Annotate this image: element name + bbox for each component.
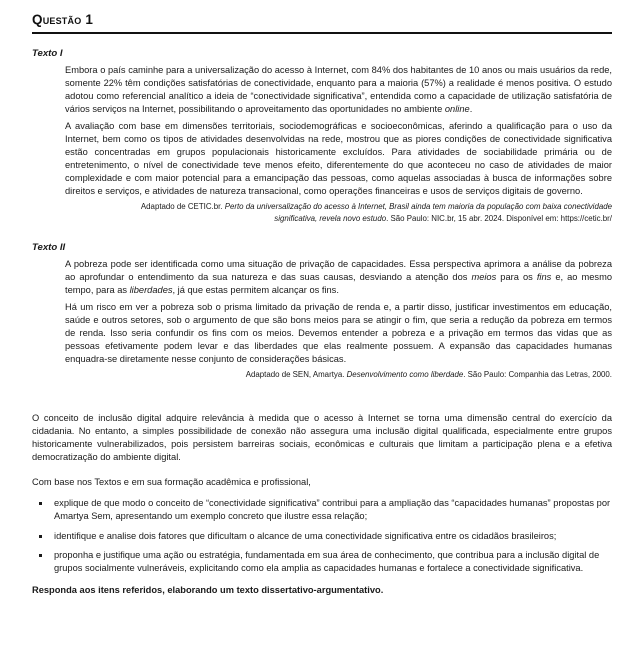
text-run: , já que estas permitem alcançar os fins. bbox=[172, 284, 339, 295]
citation-details: . São Paulo: NIC.br, 15 abr. 2024. Disponível em: https://cetic.br/ bbox=[386, 214, 612, 223]
task-item bbox=[32, 497, 612, 523]
task-item bbox=[32, 549, 612, 575]
text-run: e, ao mesmo tempo, para as bbox=[65, 271, 612, 295]
italic-text-run: fins bbox=[536, 271, 552, 282]
texto2-paragraph-1 bbox=[65, 258, 612, 297]
texto2-section bbox=[32, 242, 612, 381]
text-run: A pobreza pode ser identificada como uma situação de privação de capacidades. Essa perspectiva aprimora a análise da pobreza ao aprofundar o entendimento da sua natureza e das suas causas, desviando a atenção dos bbox=[65, 258, 612, 282]
text-run: Embora o país caminhe para a universalização do acesso à Internet, com 84% dos habitantes de 10 anos ou mais usuários da rede, somente 22% têm condições satisfatórias de conectividade, enquanto para a maioria (57%) a realidade é menos positiva. O estudo adotou como referencial analítico a ideia de “conectividade significativa”, entendida como a capacidade de utilização satisfatória de vários serviços na Internet, possibilitando o aproveitamento das oportunidades no ambiente bbox=[65, 64, 612, 114]
italic-text-run: online bbox=[444, 103, 470, 114]
intro-paragraph: O conceito de inclusão digital adquire relevância à medida que o acesso à Internet se torna uma dimensão central do exercício da cidadania. No entanto, a simples possibilidade de conexão não assegura uma inclusão digital qualificada, especialmente entre grupos historicamente vulnerabilizados, pois persistem barreiras sociais, econômicas e culturais que limitam a participação plena e a efetiva democratização do ambiente digital. bbox=[32, 413, 612, 462]
texto2-paragraph-2: Há um risco em ver a pobreza sob o prisma limitado da privação de renda e, a partir disso, justificar investimentos em educação, saúde e outros setores, sob o argumento de que são bons meios para se atingir o fim, que seria a redução da pobreza em termos de renda. Isso seria confundir os fins com os meios. Devemos entender a pobreza e a privação em termos das vidas que as pessoas efetivamente podem levar e das liberdades que elas realmente possuem. A expansão das capacidades humanas enquadra-se diretamente nesse conjunto de considerações básicas. bbox=[65, 302, 612, 364]
task-item-text: explique de que modo o conceito de “conectividade significativa” contribui para a ampliação das “capacidades humanas” propostas por Amartya Sem, apresentando um exemplo concreto que ilustre essa relação; bbox=[54, 498, 611, 521]
texto2-citation bbox=[105, 369, 612, 381]
text-run: para os bbox=[496, 271, 537, 282]
citation-source: Adaptado de CETIC.br. bbox=[140, 202, 225, 211]
text-run: . bbox=[469, 103, 473, 114]
texto1-paragraph-2: A avaliação com base em dimensões territoriais, sociodemográficas e socioeconômicas, aferindo a qualificação para o uso da Internet, bem como os tipos de atividades desenvolvidas na rede, mostrou que as piores condições de conectividade significativa estão concentradas em grupos populacionais historicamente excluídos. Para atividades de sociabilidade primária ou de entretenimento, o nível de conectividade teve menos efeito, diferentemente do que aconteceu no caso de atividades de maior complexidade e com maior potencial para a emancipação das pessoas, como aquelas associadas à busca de informações sobre direitos e serviços, e atividades de natureza transacional, como operações financeiras e usos de serviços digitais de governo. bbox=[65, 121, 612, 196]
texto1-label: Texto I bbox=[32, 48, 63, 59]
texto1-citation bbox=[105, 201, 612, 225]
italic-text-run: liberdades bbox=[129, 284, 173, 295]
task-item bbox=[32, 530, 612, 543]
question-command-section bbox=[32, 412, 612, 597]
texto2-label: Texto II bbox=[32, 242, 66, 253]
question-title: Questão 1 bbox=[32, 12, 94, 27]
texto1-paragraph-1 bbox=[65, 64, 612, 116]
final-instruction: Responda aos itens referidos, elaborando um texto dissertativo-argumentativo. bbox=[32, 585, 384, 595]
task-item-text: proponha e justifique uma ação ou estratégia, fundamentada em sua área de conhecimento, que contribua para a inclusão digital de grupos socialmente vulneráveis, explicitando como ela amplia as capacidades humanas e fortalece a conectividade significativa. bbox=[54, 550, 600, 573]
texto1-section bbox=[32, 48, 612, 225]
task-item-text: identifique e analise dois fatores que dificultam o alcance de uma conectividade significativa entre os cidadãos brasileiros; bbox=[54, 530, 557, 541]
italic-text-run: meios bbox=[471, 271, 497, 282]
question-header bbox=[32, 12, 612, 34]
citation-source: Adaptado de SEN, Amartya. bbox=[245, 370, 347, 379]
citation-title: Perto da universalização do acesso à Internet, Brasil ainda tem maioria da população com baixa conectividade significativa, revela novo estudo bbox=[224, 202, 612, 223]
citation-title: Desenvolvimento como liberdade bbox=[346, 370, 464, 379]
texto1-body bbox=[65, 64, 612, 226]
task-list bbox=[32, 497, 612, 575]
instruction-lead: Com base nos Textos e em sua formação acadêmica e profissional, bbox=[32, 477, 311, 487]
citation-details: . São Paulo: Companhia das Letras, 2000. bbox=[463, 370, 612, 379]
texto2-body bbox=[65, 258, 612, 382]
